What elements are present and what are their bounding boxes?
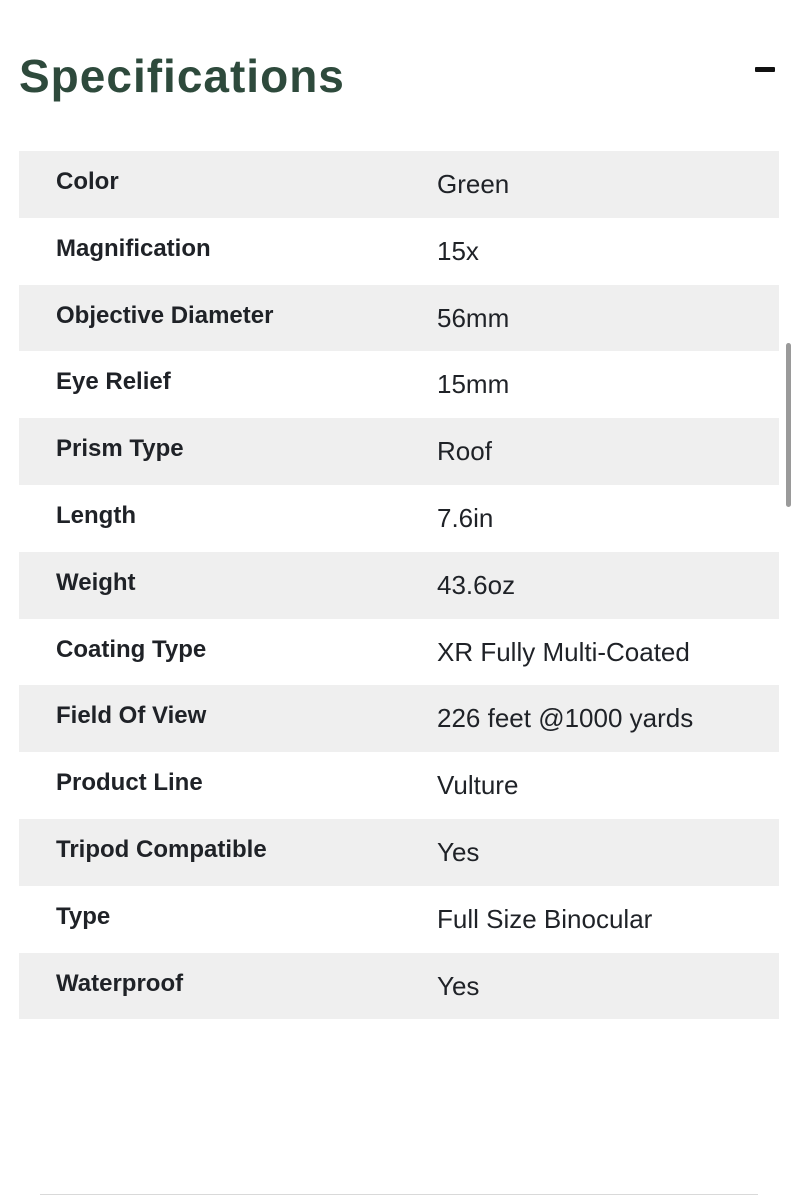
spec-value: 15x — [437, 235, 479, 266]
collapse-button[interactable] — [753, 56, 779, 86]
spec-value: Yes — [437, 970, 480, 1001]
spec-label: Length — [56, 501, 136, 529]
spec-value: Green — [437, 169, 510, 199]
spec-label: Weight — [56, 568, 136, 596]
spec-value: 15mm — [437, 369, 510, 400]
spec-row — [19, 752, 779, 819]
spec-label: Prism Type — [56, 435, 184, 463]
spec-row — [19, 485, 779, 552]
spec-value: Vulture — [437, 770, 519, 801]
scrollbar[interactable] — [786, 343, 791, 507]
spec-label: Product Line — [56, 769, 203, 797]
spec-label: Tripod Compatible — [56, 835, 267, 863]
spec-row — [19, 151, 779, 218]
spec-row — [19, 619, 779, 686]
spec-row — [19, 351, 779, 418]
spec-row — [19, 285, 779, 352]
spec-row — [19, 886, 779, 953]
spec-value: 7.6in — [437, 502, 494, 533]
spec-label: Magnification — [56, 234, 211, 262]
spec-label: Type — [56, 902, 111, 930]
spec-value: 56mm — [437, 302, 510, 333]
spec-value: XR Fully Multi-Coated — [437, 636, 690, 667]
specifications-header[interactable] — [19, 44, 779, 104]
spec-label: Objective Diameter — [56, 301, 274, 329]
minus-icon — [755, 67, 775, 72]
spec-row — [19, 953, 779, 1020]
spec-row — [19, 819, 779, 886]
spec-row — [19, 218, 779, 285]
spec-label: Waterproof — [56, 969, 184, 997]
spec-row — [19, 418, 779, 485]
spec-value: Yes — [437, 836, 480, 867]
spec-value: 43.6oz — [437, 569, 516, 600]
spec-label: Coating Type — [56, 635, 207, 663]
divider — [40, 1194, 758, 1195]
spec-row — [19, 685, 779, 752]
spec-value: Roof — [437, 436, 492, 467]
spec-label: Eye Relief — [56, 368, 171, 396]
spec-label: Field Of View — [56, 702, 207, 730]
spec-row — [19, 552, 779, 619]
specifications-table — [19, 151, 779, 1019]
spec-value: 226 feet @1000 yards — [437, 703, 694, 734]
spec-value: Full Size Binocular — [437, 903, 653, 934]
spec-label: Color — [56, 168, 119, 195]
section-title: Specifications — [19, 50, 345, 102]
